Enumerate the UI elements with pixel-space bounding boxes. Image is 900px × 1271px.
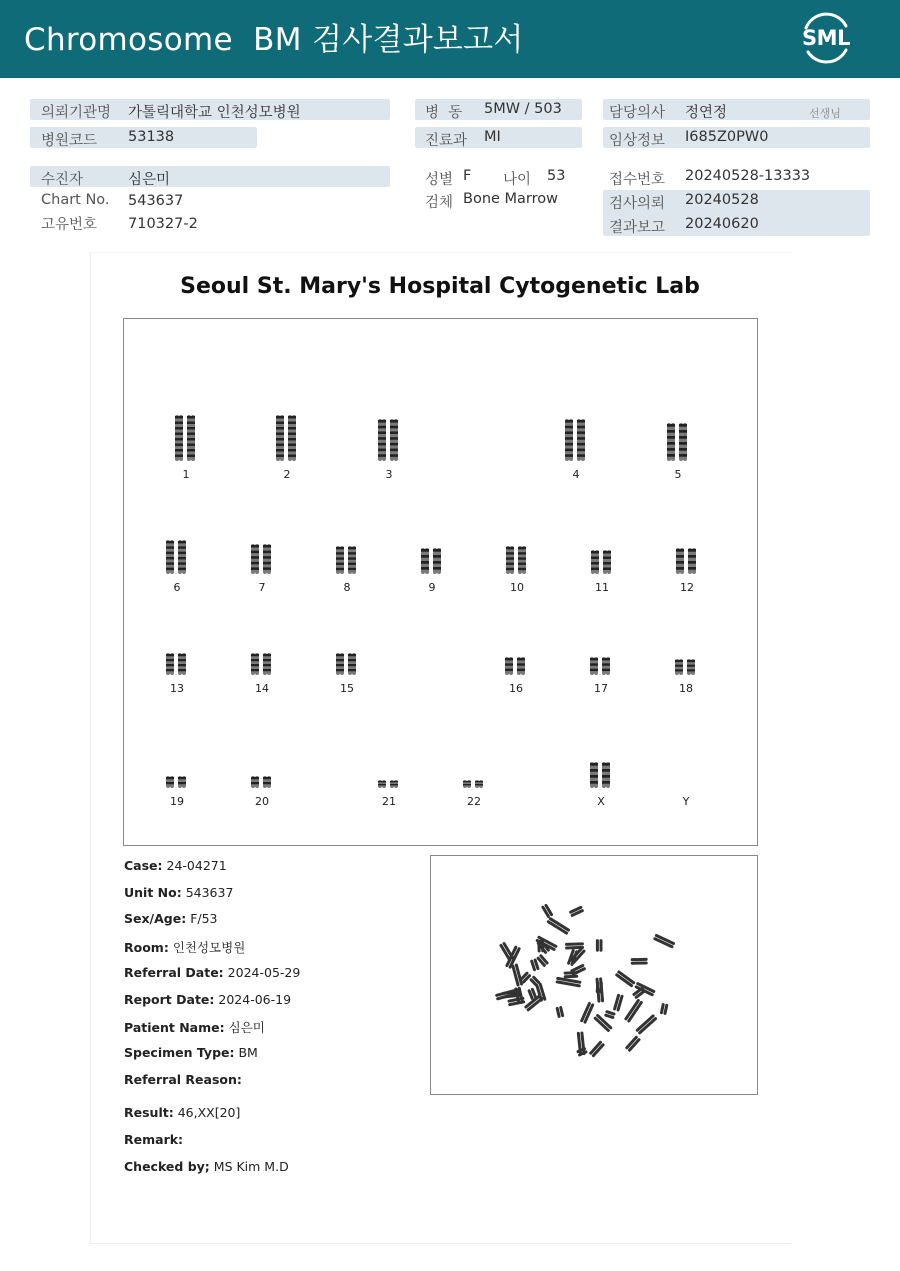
sex-label: 성별 — [425, 172, 454, 188]
chromosome-pair-8 — [332, 545, 362, 575]
ward-value: 5MW / 503 — [484, 101, 562, 117]
chromosome-label-17: 17 — [594, 682, 608, 695]
chromosome-label-9: 9 — [428, 581, 436, 594]
checked-value: MS Kim M.D — [213, 1159, 289, 1174]
chromosome-pair-6 — [162, 539, 192, 575]
unique-label: 고유번호 — [41, 217, 98, 233]
room-line — [124, 938, 245, 956]
sml-logo — [798, 12, 854, 66]
chromosome-pair-21 — [374, 779, 404, 789]
metaphase-chromosome — [511, 963, 523, 987]
result-line — [124, 1105, 240, 1120]
patient-name-line — [124, 1018, 265, 1036]
chromosome-label-14: 14 — [255, 682, 269, 695]
metaphase-chromosome — [589, 1040, 606, 1057]
report-header — [0, 0, 900, 78]
chromosome-label-1: 1 — [182, 468, 190, 481]
remark-line — [124, 1132, 183, 1147]
chromosome-label-18: 18 — [679, 682, 693, 695]
chromosome-label-6: 6 — [173, 581, 181, 594]
dept-label: 진료과 — [425, 133, 468, 149]
dept-value: MI — [484, 129, 501, 145]
referral-date-value: 2024-05-29 — [227, 965, 301, 980]
referral-reason-line — [124, 1072, 242, 1087]
specimen-type-label: Specimen Type: — [124, 1045, 235, 1060]
institution-value: 가톨릭대학교 인천성모병원 — [128, 105, 301, 121]
chromosome-pair-x — [586, 761, 616, 789]
chromosome-label-7: 7 — [258, 581, 266, 594]
chromosome-pair-15 — [332, 652, 362, 676]
chromosome-pair-3 — [374, 418, 404, 462]
result-label: Result: — [124, 1105, 174, 1120]
age-label: 나이 — [503, 172, 532, 188]
doctor-label: 담당의사 — [609, 105, 666, 121]
sex-value: F — [463, 168, 472, 184]
sexage-line — [124, 911, 218, 926]
metaphase-chromosome — [565, 942, 584, 949]
chromosome-label-12: 12 — [680, 581, 694, 594]
clinical-label: 임상정보 — [609, 133, 666, 149]
chromosome-pair-10 — [502, 545, 532, 575]
referral-date-line — [124, 965, 300, 980]
doctor-value: 정연정 — [685, 105, 728, 121]
chromosome-label-20: 20 — [255, 795, 269, 808]
chromosome-label-3: 3 — [385, 468, 393, 481]
chromosome-label-15: 15 — [340, 682, 354, 695]
metaphase-chromosome — [653, 933, 676, 948]
patient-name-label: Patient Name: — [124, 1020, 225, 1035]
metaphase-chromosome — [555, 977, 581, 988]
chromosome-pair-11 — [587, 549, 617, 575]
receipt-label: 접수번호 — [609, 172, 666, 188]
clinical-value: I685Z0PW0 — [685, 129, 769, 145]
metaphase-chromosome — [660, 1003, 669, 1015]
metaphase-chromosome — [596, 939, 603, 952]
chromosome-pair-12 — [672, 547, 702, 575]
unit-value: 543637 — [185, 885, 234, 900]
metaphase-spread-graphic — [431, 856, 757, 1094]
ward-label: 병 동 — [425, 105, 463, 121]
sexage-label: Sex/Age: — [124, 911, 187, 926]
doctor-suffix: 선생님 — [809, 107, 841, 120]
checked-line — [124, 1159, 289, 1174]
recipient-value: 심은미 — [128, 172, 171, 188]
chromosome-pair-4 — [561, 418, 591, 462]
unit-label: Unit No: — [124, 885, 182, 900]
result-value: 46,XX[20] — [177, 1105, 241, 1120]
report-value: 20240620 — [685, 216, 759, 232]
checked-label: Checked by; — [124, 1159, 210, 1174]
chromosome-pair-7 — [247, 543, 277, 575]
chromosome-label-5: 5 — [674, 468, 682, 481]
chromosome-pair-1 — [171, 414, 201, 462]
request-label: 검사의뢰 — [609, 196, 666, 212]
unit-line — [124, 885, 233, 900]
chromosome-label-y: Y — [682, 795, 690, 808]
metaphase-chromosome — [546, 917, 570, 936]
metaphase-chromosome — [624, 998, 644, 1023]
metaphase-chromosome — [625, 1035, 641, 1052]
chromosome-pair-13 — [162, 652, 192, 676]
chromosome-label-x: X — [597, 795, 605, 808]
chromosome-pair-2 — [272, 414, 302, 462]
chromosome-label-10: 10 — [510, 581, 524, 594]
case-value: 24-04271 — [166, 858, 227, 873]
metaphase-chromosome — [564, 971, 579, 978]
report-date-label: Report Date: — [124, 992, 215, 1007]
metaphase-chromosome — [634, 982, 656, 997]
chromosome-label-22: 22 — [467, 795, 481, 808]
metaphase-chromosome — [635, 1014, 658, 1035]
chromosome-pair-20 — [247, 775, 277, 789]
chromosome-pair-9 — [417, 547, 447, 575]
metaphase-chromosome — [569, 905, 585, 917]
report-date-value: 2024-06-19 — [218, 992, 292, 1007]
chromosome-pair-17 — [586, 656, 616, 676]
recipient-bar — [30, 166, 390, 187]
referral-reason-label: Referral Reason: — [124, 1072, 242, 1087]
chromosome-label-21: 21 — [382, 795, 396, 808]
room-label: Room: — [124, 940, 169, 955]
specimen-value: Bone Marrow — [463, 191, 559, 207]
chromosome-label-4: 4 — [572, 468, 580, 481]
chromosome-pair-16 — [501, 656, 531, 676]
metaphase-chromosome — [576, 1047, 588, 1057]
report-label: 결과보고 — [609, 220, 666, 236]
metaphase-chromosome — [580, 1001, 595, 1024]
lab-title: Seoul St. Mary's Hospital Cytogenetic Lab — [180, 274, 700, 299]
report-title: Chromosome BM 검사결과보고서 — [24, 22, 524, 58]
chromosome-pair-19 — [162, 775, 192, 789]
chart-value: 543637 — [128, 193, 184, 209]
institution-label: 의뢰기관명 — [41, 105, 112, 121]
metaphase-chromosome — [604, 1010, 616, 1020]
chromosome-pair-22 — [459, 779, 489, 789]
chromosome-pair-18 — [671, 658, 701, 676]
sexage-value: F/53 — [190, 911, 218, 926]
karyotype-panel — [123, 318, 758, 846]
age-value: 53 — [547, 168, 566, 184]
referral-date-label: Referral Date: — [124, 965, 224, 980]
case-label: Case: — [124, 858, 163, 873]
chromosome-pair-5 — [663, 422, 693, 462]
specimen-type-line — [124, 1045, 258, 1060]
metaphase-chromosome — [615, 970, 636, 988]
chromosome-label-2: 2 — [283, 468, 291, 481]
hospital-code-label: 병원코드 — [41, 133, 98, 149]
request-value: 20240528 — [685, 192, 759, 208]
chromosome-label-16: 16 — [509, 682, 523, 695]
specimen-type-value: BM — [238, 1045, 258, 1060]
metaphase-chromosome — [613, 993, 624, 1011]
chromosome-pair-14 — [247, 652, 277, 676]
recipient-label: 수진자 — [41, 172, 84, 188]
room-value: 인천성모병원 — [172, 940, 246, 955]
chromosome-label-11: 11 — [595, 581, 609, 594]
specimen-label: 검체 — [425, 195, 454, 211]
case-line — [124, 858, 227, 873]
chart-label: Chart No. — [41, 192, 110, 208]
receipt-value: 20240528-13333 — [685, 168, 811, 184]
unique-value: 710327-2 — [128, 216, 198, 232]
remark-label: Remark: — [124, 1132, 184, 1147]
chromosome-label-19: 19 — [170, 795, 184, 808]
hospital-code-value: 53138 — [128, 129, 175, 145]
chromosome-label-8: 8 — [343, 581, 351, 594]
metaphase-chromosome — [631, 958, 648, 965]
patient-name-value: 심은미 — [228, 1020, 265, 1035]
report-date-line — [124, 992, 291, 1007]
metaphase-image — [430, 855, 758, 1095]
metaphase-chromosome — [541, 903, 554, 918]
metaphase-chromosome — [555, 1006, 564, 1018]
chromosome-label-13: 13 — [170, 682, 184, 695]
logo-text: SML — [802, 26, 850, 50]
